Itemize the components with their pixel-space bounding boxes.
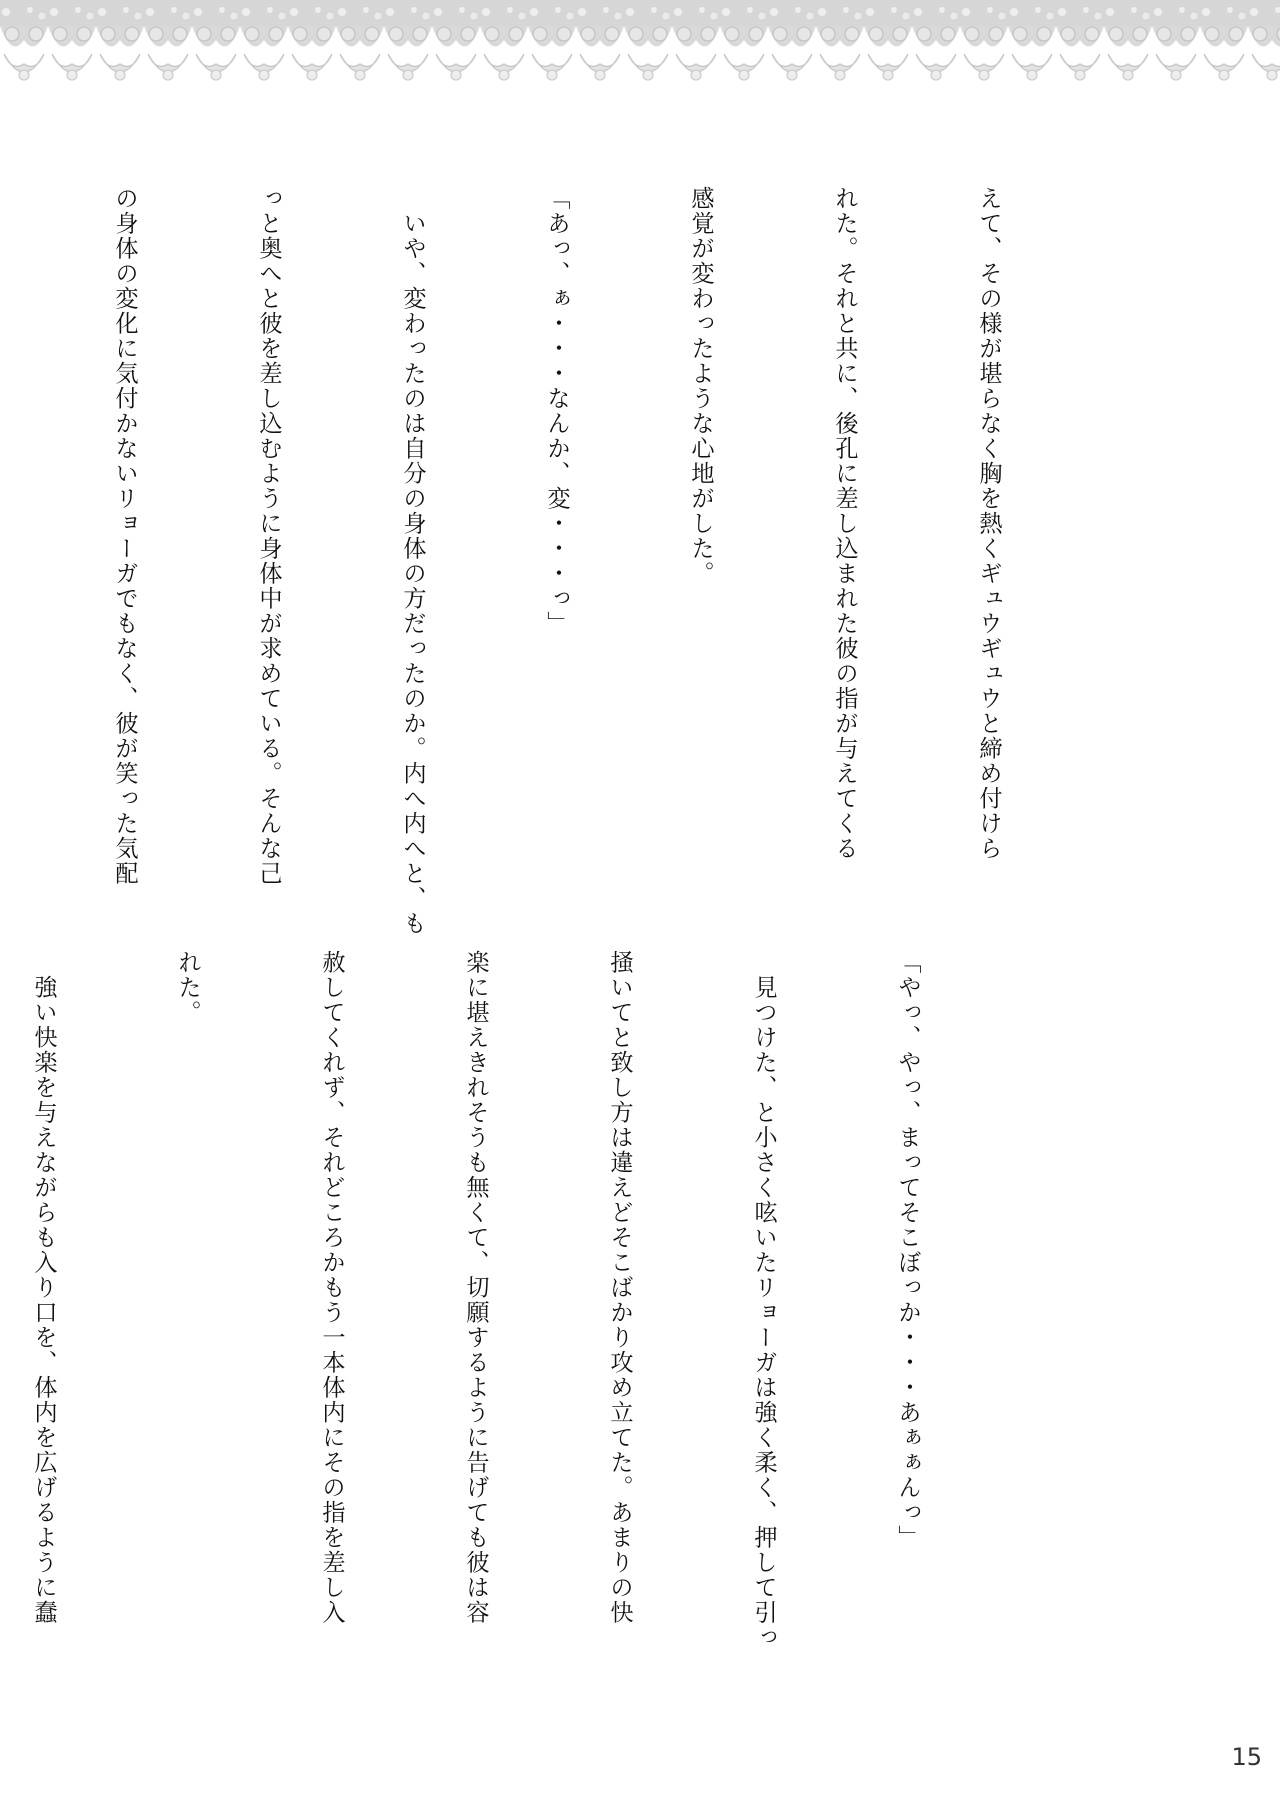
bottom-line-4: 楽に堪えきれそうも無くて、切願するように告げても彼は容 xyxy=(462,950,489,1625)
bottom-line-6: れた。 xyxy=(174,950,201,1025)
top-dialogue-1: 「あっ、ぁ・・・なんか、変・・・っ」 xyxy=(543,186,570,636)
top-line-8 xyxy=(0,186,4,786)
top-line-3: 感覚が変わったような心地がした。 xyxy=(687,186,714,586)
bottom-line-2: 見つけた、と小さく呟いたリョーガは強く柔く、押して引っ xyxy=(750,950,777,1650)
bottom-text-block xyxy=(0,950,1027,1650)
top-line-7: の身体の変化に気付かないリョーガでもなく、彼が笑った気配 xyxy=(111,186,138,886)
top-line-2: れた。それと共に、後孔に差し込まれた彼の指が与えてくる xyxy=(831,186,858,861)
bottom-dialogue-1: 「やっ、やっ、まってそこぼっか・・・あぁぁんっ」 xyxy=(894,950,921,1550)
bottom-line-7: 強い快楽を与えながらも入り口を、体内を広げるように蠢 xyxy=(30,950,57,1625)
page-number: 15 xyxy=(1231,1743,1262,1771)
top-line-5: いや、変わったのは自分の身体の方だったのか。内へ内へと、も xyxy=(399,186,426,936)
top-line-6: っと奥へと彼を差し込むように身体中が求めている。そんな己 xyxy=(255,186,282,886)
lace-border-decoration xyxy=(0,0,1280,100)
top-text-block xyxy=(0,186,1108,936)
bottom-line-3: 掻いてと致し方は違えどそこばかり攻め立てた。あまりの快 xyxy=(606,950,633,1625)
bottom-line-5: 赦してくれず、それどころかもう一本体内にその指を差し入 xyxy=(318,950,345,1625)
top-line-1: えて、その様が堪らなく胸を熱くギュウギュウと締め付けら xyxy=(975,186,1002,861)
